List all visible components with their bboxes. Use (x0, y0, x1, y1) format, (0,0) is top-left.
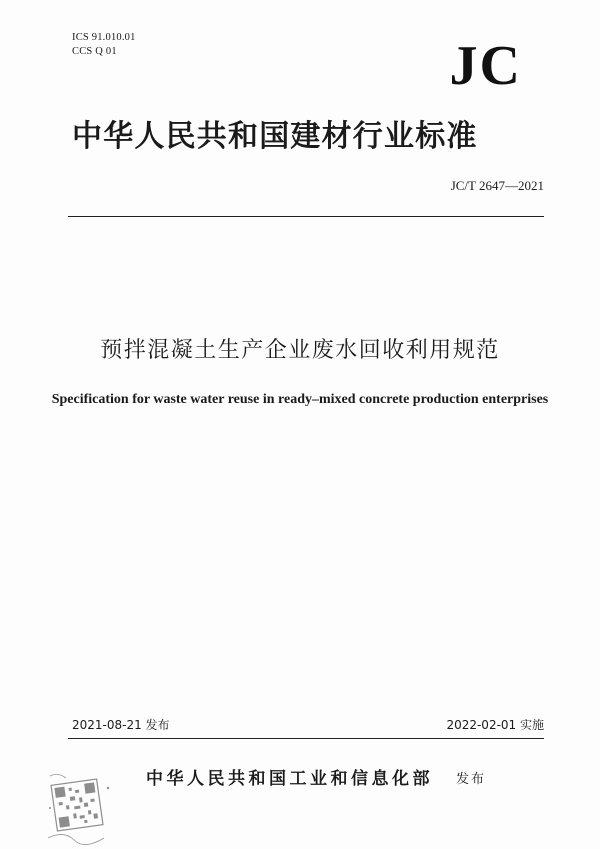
qr-code-stamp-icon (44, 768, 122, 846)
bottom-divider (68, 738, 544, 739)
jc-logo: JC (449, 35, 522, 97)
ccs-code: CCS Q 01 (72, 46, 117, 57)
industry-standard-title: 中华人民共和国建材行业标准 (72, 119, 478, 154)
effective-date: 2022-02-01 实施 (446, 718, 544, 732)
release-date: 2021-08-21 发布 (72, 718, 170, 732)
standard-title-chinese: 预拌混凝土生产企业废水回收利用规范 (100, 338, 500, 363)
top-divider (68, 216, 544, 217)
standard-number: JC/T 2647—2021 (450, 178, 544, 193)
ics-code: ICS 91.010.01 (72, 32, 136, 43)
issuing-authority: 中华人民共和国工业和信息化部 (146, 769, 433, 789)
issue-label: 发布 (456, 772, 487, 787)
standard-title-english: Specification for waste water reuse in ready–mixed concrete production enterprises (51, 392, 549, 407)
classification-codes (72, 31, 136, 59)
